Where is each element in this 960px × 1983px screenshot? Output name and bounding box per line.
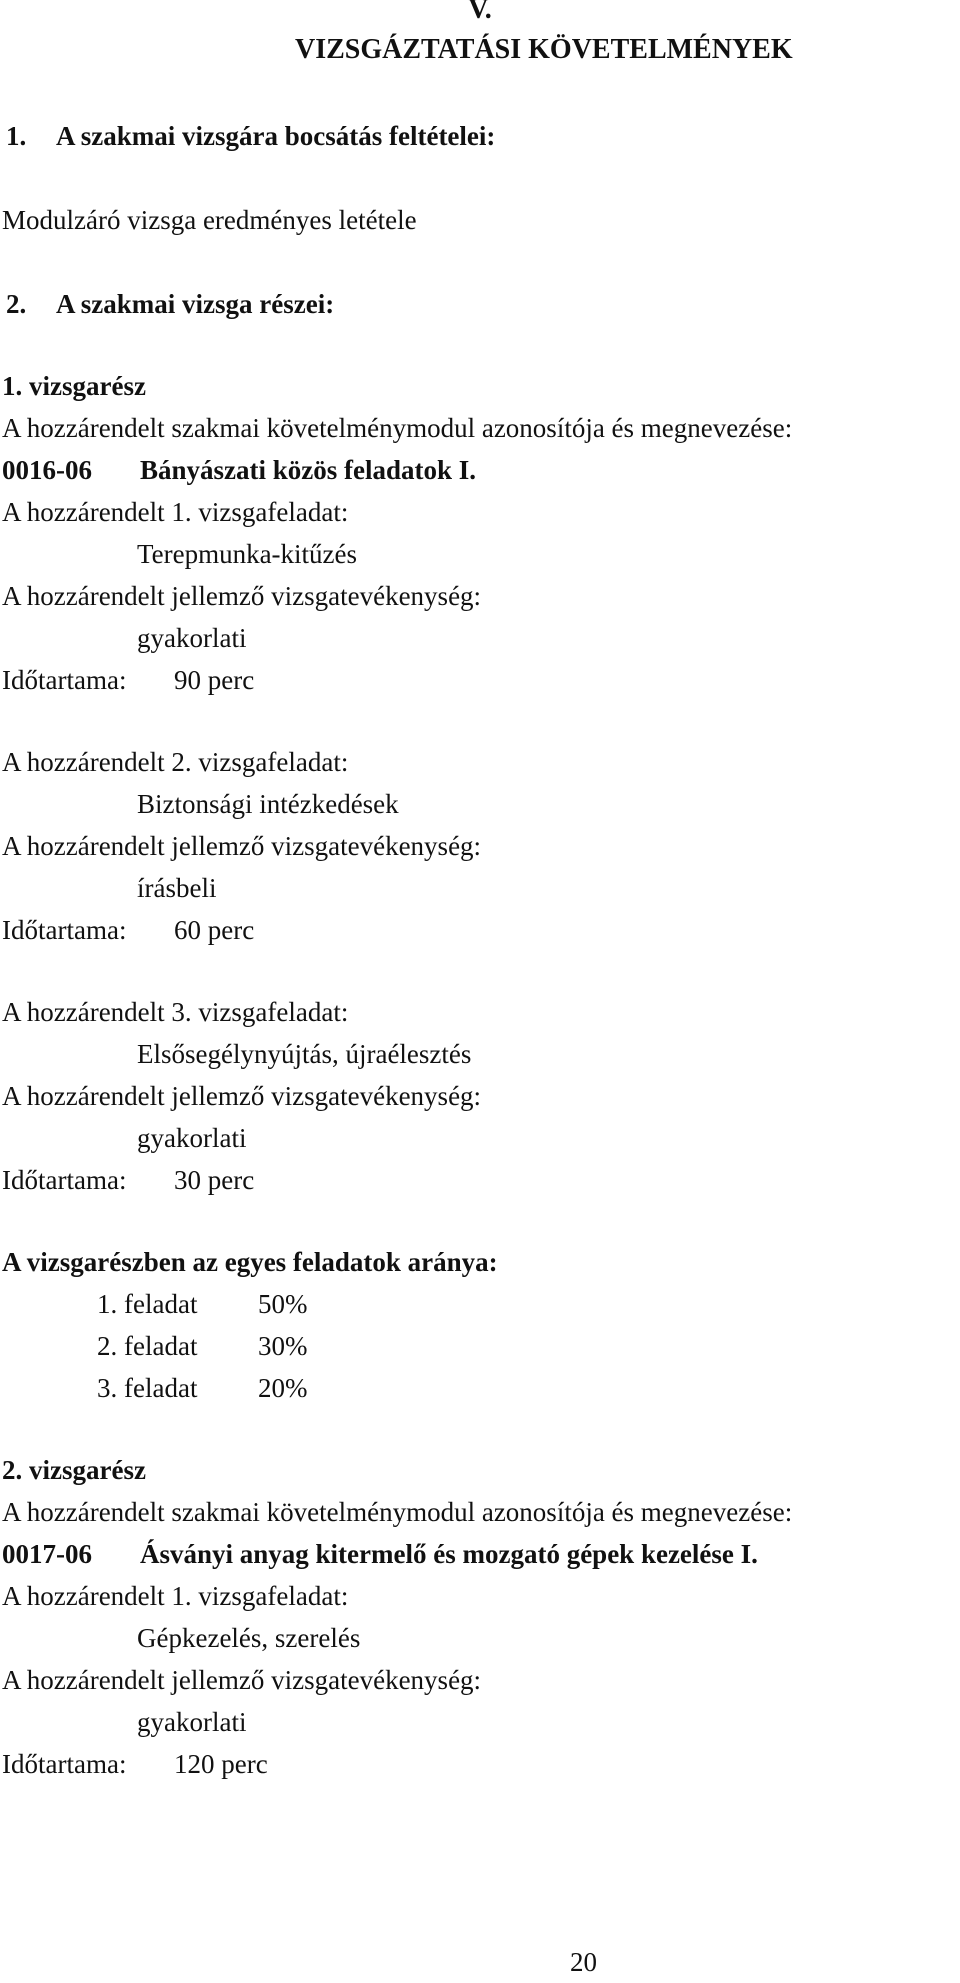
part1-module-code: 0016-06 bbox=[2, 455, 92, 485]
ratio3-task: 3. feladat bbox=[97, 1373, 198, 1403]
ratio2-task: 2. feladat bbox=[97, 1331, 198, 1361]
part1-task1-duration: 90 perc bbox=[174, 665, 255, 695]
section1-heading: A szakmai vizsgára bocsátás feltételei: bbox=[56, 121, 496, 151]
part2-task1-activity-label: A hozzárendelt jellemző vizsgatevékenység: bbox=[2, 1665, 482, 1695]
part1-title: 1. vizsgarész bbox=[2, 371, 146, 401]
part2-task1-duration: 120 perc bbox=[174, 1749, 268, 1779]
part1-task1-activity: gyakorlati bbox=[137, 623, 247, 653]
ratio3-percent: 20% bbox=[258, 1373, 308, 1403]
part1-ratio-heading: A vizsgarészben az egyes feladatok aránya: bbox=[2, 1247, 498, 1277]
part2-module-code: 0017-06 bbox=[2, 1539, 92, 1569]
chapter-number: V. bbox=[468, 0, 492, 25]
part1-task2-label: A hozzárendelt 2. vizsgafeladat: bbox=[2, 747, 349, 777]
part1-task3-duration: 30 perc bbox=[174, 1165, 255, 1195]
part1-task2-activity-label: A hozzárendelt jellemző vizsgatevékenység: bbox=[2, 831, 482, 861]
part1-module-name: Bányászati közös feladatok I. bbox=[140, 455, 477, 485]
part1-task3-activity: gyakorlati bbox=[137, 1123, 247, 1153]
part2-task1-label: A hozzárendelt 1. vizsgafeladat: bbox=[2, 1581, 349, 1611]
part1-task2-duration-label: Időtartama: bbox=[2, 915, 127, 945]
ratio1-percent: 50% bbox=[258, 1289, 308, 1319]
ratio2-percent: 30% bbox=[258, 1331, 308, 1361]
part1-module-label: A hozzárendelt szakmai követelménymodul azonosítója és megnevezése: bbox=[2, 413, 793, 443]
section2-heading: A szakmai vizsga részei: bbox=[56, 289, 335, 319]
ratio1-task: 1. feladat bbox=[97, 1289, 198, 1319]
part2-title: 2. vizsgarész bbox=[2, 1455, 146, 1485]
part1-task2-activity: írásbeli bbox=[137, 873, 217, 903]
chapter-title: VIZSGÁZTATÁSI KÖVETELMÉNYEK bbox=[295, 34, 793, 65]
part1-task1-name: Terepmunka-kitűzés bbox=[137, 539, 358, 569]
page-number: 20 bbox=[570, 1947, 597, 1977]
section1-number: 1. bbox=[6, 121, 27, 151]
section1-text: Modulzáró vizsga eredményes letétele bbox=[2, 205, 417, 235]
part1-task3-name: Elsősegélynyújtás, újraélesztés bbox=[137, 1039, 472, 1069]
part1-task1-label: A hozzárendelt 1. vizsgafeladat: bbox=[2, 497, 349, 527]
part2-module-name: Ásványi anyag kitermelő és mozgató gépek kezelése I. bbox=[140, 1539, 758, 1569]
part1-task3-label: A hozzárendelt 3. vizsgafeladat: bbox=[2, 997, 349, 1027]
part2-module-label: A hozzárendelt szakmai követelménymodul azonosítója és megnevezése: bbox=[2, 1497, 793, 1527]
part1-task2-name: Biztonsági intézkedések bbox=[137, 789, 399, 819]
part1-task1-activity-label: A hozzárendelt jellemző vizsgatevékenység: bbox=[2, 581, 482, 611]
part2-task1-duration-label: Időtartama: bbox=[2, 1749, 127, 1779]
part2-task1-name: Gépkezelés, szerelés bbox=[137, 1623, 361, 1653]
part2-task1-activity: gyakorlati bbox=[137, 1707, 247, 1737]
section2-number: 2. bbox=[6, 289, 27, 319]
part1-task3-duration-label: Időtartama: bbox=[2, 1165, 127, 1195]
part1-task3-activity-label: A hozzárendelt jellemző vizsgatevékenység: bbox=[2, 1081, 482, 1111]
part1-task2-duration: 60 perc bbox=[174, 915, 255, 945]
part1-task1-duration-label: Időtartama: bbox=[2, 665, 127, 695]
